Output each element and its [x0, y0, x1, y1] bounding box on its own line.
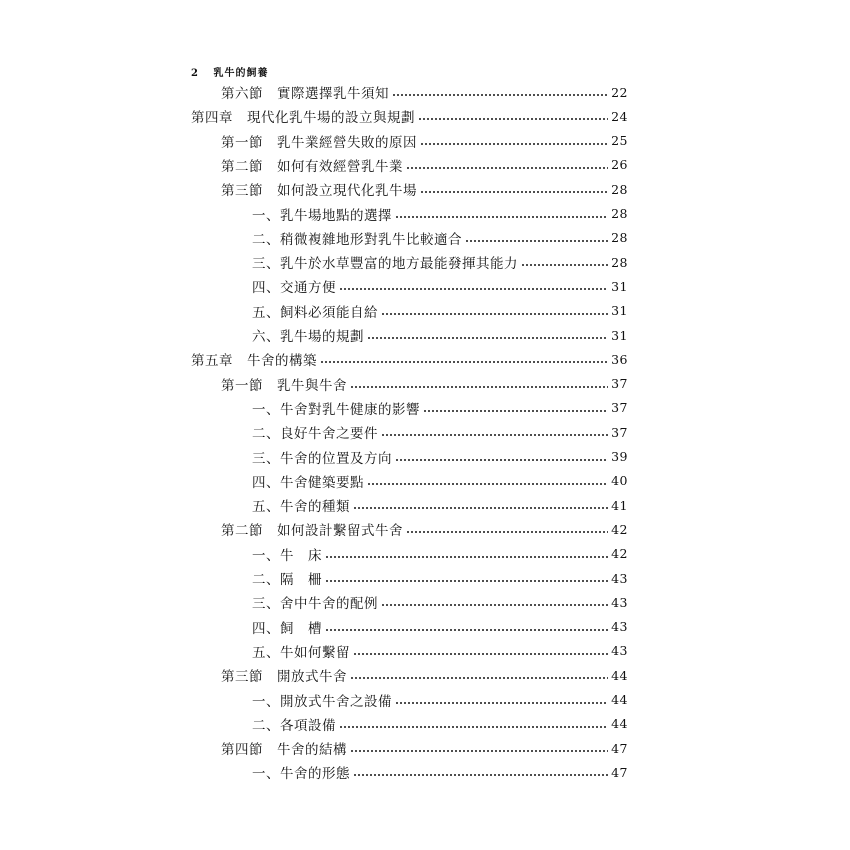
toc-entry [221, 129, 628, 153]
dot-leader [353, 774, 608, 776]
toc-entry-page-number: 41 [611, 497, 628, 513]
toc-entry-title: 六、乳牛場的規劃 [252, 329, 364, 345]
toc-entry-prefix: 第四章 [191, 110, 233, 127]
toc-entry-label [252, 495, 350, 515]
toc-entry [221, 517, 628, 541]
toc-entry-title: 牛舍的構築 [247, 353, 317, 370]
toc-entry-page-number: 43 [611, 570, 628, 586]
dot-leader [339, 288, 608, 290]
toc-entry-page-number: 25 [611, 133, 628, 149]
dot-leader [325, 629, 608, 631]
toc-entry-label [252, 252, 518, 272]
toc-entry-label [252, 568, 322, 588]
toc-entry-title: 一、牛舍的形態 [252, 766, 350, 783]
toc-entry [252, 590, 628, 614]
toc-entry [252, 323, 628, 347]
toc-entry-page-number: 31 [611, 303, 628, 319]
toc-entry-label [252, 617, 322, 637]
toc-entry-label [252, 641, 350, 661]
toc-entry [252, 760, 628, 784]
toc-entry-label [221, 519, 403, 539]
toc-entry [221, 177, 628, 201]
dot-leader [381, 604, 608, 606]
toc-entry-title: 一、牛舍對乳牛健康的影響 [252, 401, 420, 418]
toc-entry-title: 五、牛如何繫留 [252, 644, 350, 661]
dot-leader [350, 386, 608, 388]
toc-entry-label [252, 301, 378, 321]
toc-entry-label [252, 762, 350, 782]
toc-entry-prefix: 第一節 [221, 377, 263, 394]
toc-entry-page-number: 43 [611, 594, 628, 610]
toc-entry [252, 299, 628, 323]
dot-leader [420, 143, 608, 145]
dot-leader [395, 459, 608, 461]
toc-entry-page-number: 44 [611, 716, 628, 732]
toc-entry-title: 二、各項設備 [252, 717, 336, 734]
toc-entry-page-number: 37 [611, 376, 628, 392]
toc-entry-page-number: 37 [611, 424, 628, 440]
toc-entry-title: 如何設立現代化乳牛場 [277, 183, 417, 200]
toc-entry-prefix: 第三節 [221, 669, 263, 686]
toc-entry-label [252, 690, 392, 710]
toc-entry-page-number: 42 [611, 546, 628, 562]
toc-entry-prefix: 第六節 [221, 86, 263, 102]
toc-entry-page-number: 28 [611, 181, 628, 197]
toc-entry-label [252, 592, 378, 612]
toc-entry-prefix: 第五章 [191, 353, 233, 370]
toc-entry-page-number: 40 [611, 473, 628, 489]
toc-entry-label [252, 228, 462, 248]
toc-entry-label [221, 82, 389, 102]
dot-leader [320, 361, 608, 363]
dot-leader [395, 702, 608, 704]
toc-entry-label [221, 738, 347, 758]
toc-entry-page-number: 28 [611, 206, 628, 221]
toc-entry-label [221, 179, 417, 199]
toc-entry-page-number: 31 [611, 327, 628, 343]
toc-entry [252, 445, 628, 469]
dot-leader [367, 337, 608, 339]
dot-leader [406, 531, 608, 533]
toc-entry-title: 二、稍微複雜地形對乳牛比較適合 [252, 231, 462, 248]
toc-entry [191, 347, 628, 371]
toc-entry-label [252, 447, 392, 467]
toc-entry [252, 542, 628, 566]
toc-entry [252, 226, 628, 250]
toc-entry-label [252, 714, 336, 734]
toc-entry-page-number: 47 [611, 740, 628, 756]
toc-entry [252, 469, 628, 493]
toc-entry-title: 如何有效經營乳牛業 [277, 158, 403, 175]
dot-leader [325, 556, 608, 558]
toc-entry-title: 三、乳牛於水草豐富的地方最能發揮其能力 [252, 256, 518, 273]
toc-entry [221, 736, 628, 760]
toc-entry-page-number: 28 [611, 230, 628, 246]
dot-leader [381, 434, 608, 436]
toc-entry-label [221, 131, 417, 151]
toc-entry [252, 688, 628, 712]
toc-entry-title: 五、牛舍的種類 [252, 499, 350, 516]
header-page-number: 2 [191, 68, 199, 79]
toc-entry-title: 現代化乳牛場的設立與規劃 [247, 110, 415, 127]
toc-entry-label [221, 665, 347, 685]
toc-entry [252, 274, 628, 298]
toc-entry [252, 639, 628, 663]
toc-entry-page-number: 43 [611, 643, 628, 659]
header-book-title: 乳牛的飼養 [213, 68, 269, 79]
toc-entry-title: 如何設計繫留式牛舍 [277, 523, 403, 540]
toc-entry-page-number: 31 [611, 278, 628, 294]
toc-entry-page-number: 44 [611, 692, 628, 707]
toc-entry-label [252, 398, 420, 418]
toc-entry [252, 566, 628, 590]
toc-entry-title: 五、飼料必須能自給 [252, 304, 378, 321]
toc-entry-label [221, 155, 403, 175]
dot-leader [418, 118, 608, 120]
dot-leader [381, 313, 608, 315]
dot-leader [353, 507, 608, 509]
toc-entry-label [191, 349, 317, 369]
toc-entry-page-number: 42 [611, 521, 628, 537]
toc-entry-page-number: 28 [611, 254, 628, 270]
toc-entry-page-number: 44 [611, 667, 628, 683]
dot-leader [406, 167, 608, 169]
toc-entry-title: 四、交通方便 [252, 280, 336, 297]
toc-entry-page-number: 24 [611, 108, 628, 124]
toc-entry-title: 實際選擇乳牛須知 [277, 86, 389, 102]
dot-leader [465, 240, 608, 242]
toc-entry [252, 493, 628, 517]
toc-entry-title: 三、牛舍的位置及方向 [252, 450, 392, 467]
toc-entry-page-number: 47 [611, 764, 628, 780]
toc-entry [221, 663, 628, 687]
dot-leader [423, 410, 608, 412]
toc-entry-title: 四、飼 槽 [252, 620, 322, 637]
toc-entry [252, 420, 628, 444]
toc-entry [221, 372, 628, 396]
toc-entry-page-number: 37 [611, 400, 628, 416]
toc-entry-label [252, 204, 392, 224]
toc-entry [252, 615, 628, 639]
toc-entry [252, 712, 628, 736]
toc-entry-page-number: 39 [611, 449, 628, 464]
toc-entry-title: 乳牛業經營失敗的原因 [277, 134, 417, 151]
toc-entry [252, 202, 628, 226]
toc-entry-title: 三、舍中牛舍的配例 [252, 596, 378, 613]
dot-leader [350, 750, 608, 752]
toc-entry-label [252, 276, 336, 296]
toc-entry-label [252, 544, 322, 564]
toc-entry-prefix: 第三節 [221, 183, 263, 200]
toc-entry-title: 二、隔 柵 [252, 572, 322, 588]
toc-entry-label [252, 325, 364, 345]
toc-entry-prefix: 第一節 [221, 134, 263, 151]
dot-leader [367, 483, 608, 485]
toc-entry-page-number: 22 [611, 84, 628, 100]
toc-entry-prefix: 第二節 [221, 158, 263, 175]
toc-entry-title: 一、開放式牛舍之設備 [252, 693, 392, 710]
toc-entry [252, 250, 628, 274]
toc-entry-title: 牛舍的結構 [277, 742, 347, 759]
toc-entry-title: 一、乳牛場地點的選擇 [252, 207, 392, 224]
toc-entry [191, 104, 628, 128]
dot-leader [521, 264, 608, 266]
toc-entry-page-number: 26 [611, 157, 628, 173]
toc-entry-page-number: 36 [611, 351, 628, 367]
dot-leader [420, 191, 608, 193]
toc-entry [221, 153, 628, 177]
toc-entry-title: 二、良好牛舍之要件 [252, 426, 378, 443]
toc-entry-label [221, 374, 347, 394]
dot-leader [350, 677, 608, 679]
toc-entry [221, 80, 628, 104]
toc-entry-title: 四、牛舍健築要點 [252, 474, 364, 491]
dot-leader [353, 653, 608, 655]
toc-entry-label [252, 471, 364, 491]
dot-leader [339, 726, 608, 728]
toc-entry-label [252, 422, 378, 442]
running-header [191, 64, 268, 79]
toc-entry [252, 396, 628, 420]
toc-entry-prefix: 第二節 [221, 523, 263, 540]
toc-entry-title: 開放式牛舍 [277, 669, 347, 686]
toc-entry-page-number: 43 [611, 619, 628, 635]
toc-entry-prefix: 第四節 [221, 742, 263, 759]
toc-entry-title: 乳牛與牛舍 [277, 377, 347, 394]
toc-entry-title: 一、牛 床 [252, 547, 322, 564]
dot-leader [395, 216, 608, 218]
dot-leader [325, 580, 608, 582]
toc-entry-label [191, 106, 415, 126]
dot-leader [392, 94, 608, 96]
